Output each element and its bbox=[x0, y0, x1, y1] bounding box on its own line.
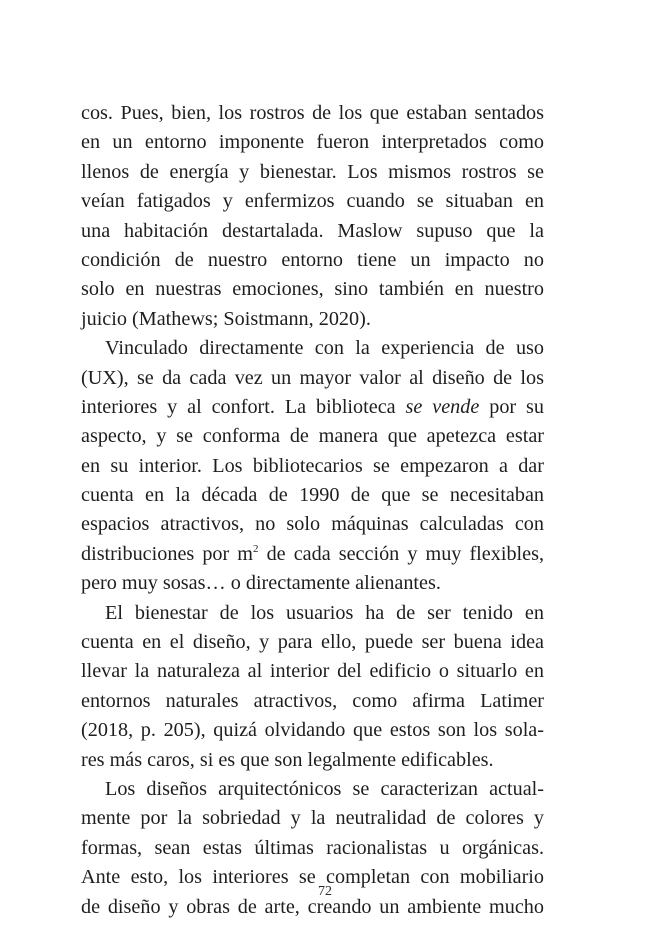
text-segment: interiores y al confort. La biblioteca bbox=[81, 395, 396, 418]
text-line: en su interior. Los bibliotecarios se empezaron a dar bbox=[81, 454, 544, 477]
text-line: res más caros, si es que son legalmente edificables. bbox=[81, 748, 494, 771]
text-line: llenos de energía y bienestar. Los mismos rostros se bbox=[81, 160, 544, 183]
text-segment: de cada sección y muy flexibles, bbox=[258, 542, 545, 565]
text-line: Los diseños arquitectónicos se caracterizan actual- bbox=[105, 777, 544, 800]
body-text bbox=[81, 99, 544, 922]
text-line: solo en nuestras emociones, sino también en nuestro bbox=[81, 278, 544, 301]
text-line bbox=[81, 540, 544, 569]
text-line: (UX), se da cada vez un mayor valor al diseño de los bbox=[81, 366, 544, 389]
text-line: cuenta en la década de 1990 de que se necesitaban bbox=[81, 484, 544, 507]
text-line: Vinculado directamente con la experiencia de uso bbox=[105, 337, 544, 360]
text-line bbox=[81, 393, 544, 422]
text-line: condición de nuestro entorno tiene un impacto no bbox=[81, 248, 544, 271]
text-line: (2018, p. 205), quizá olvidando que estos son los sola- bbox=[81, 719, 544, 742]
text-line: cos. Pues, bien, los rostros de los que estaban sentados bbox=[81, 102, 544, 124]
italic-phrase: se vende bbox=[405, 395, 480, 418]
text-line: juicio (Mathews; Soistmann, 2020). bbox=[81, 307, 371, 330]
text-line: El bienestar de los usuarios ha de ser tenido en bbox=[105, 601, 544, 624]
text-segment: por su bbox=[489, 395, 544, 418]
text-line: espacios atractivos, no solo máquinas calculadas con bbox=[81, 513, 544, 536]
text-line: en un entorno imponente fueron interpretados como bbox=[81, 131, 544, 154]
text-line: aspecto, y se conforma de manera que apetezca estar bbox=[81, 425, 544, 448]
text-line: de diseño y obras de arte, creando un ambiente mucho bbox=[81, 895, 544, 918]
page-number: 72 bbox=[318, 884, 332, 899]
superscript: 2 bbox=[253, 542, 259, 555]
text-line: entornos naturales atractivos, como afirma Latimer bbox=[81, 689, 544, 712]
text-segment: distribuciones por m bbox=[81, 542, 254, 565]
text-line: veían fatigados y enfermizos cuando se situaban en bbox=[81, 190, 544, 213]
text-line: cuenta en el diseño, y para ello, puede ser buena idea bbox=[81, 631, 544, 654]
text-line: llevar la naturaleza al interior del edificio o situarlo en bbox=[81, 660, 544, 683]
text-line: mente por la sobriedad y la neutralidad de colores y bbox=[81, 807, 544, 830]
text-line: pero muy sosas… o directamente alienantes. bbox=[81, 572, 441, 595]
text-line: Ante esto, los interiores se completan con mobiliario bbox=[81, 866, 544, 889]
text-line: una habitación destartalada. Maslow supuso que la bbox=[81, 219, 544, 242]
text-line: formas, sean estas últimas racionalistas u orgánicas. bbox=[81, 836, 544, 859]
